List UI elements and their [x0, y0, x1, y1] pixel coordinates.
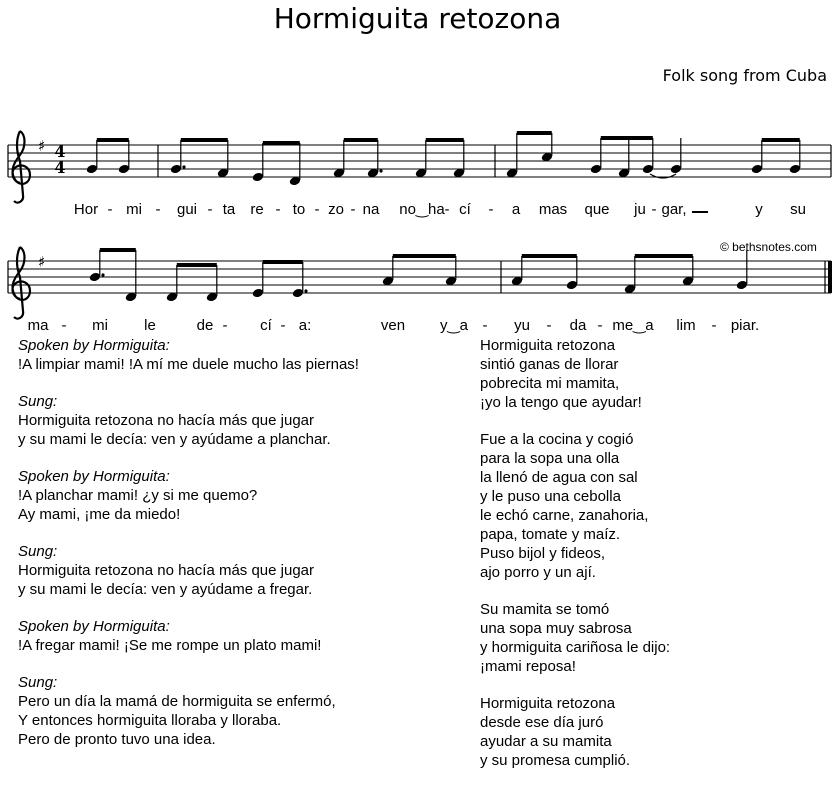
lyric-line: Pero de pronto tuvo una idea. — [18, 731, 216, 748]
stanza — [480, 600, 820, 676]
stanza — [18, 392, 458, 449]
lyric-line: pobrecita mi mamita, — [480, 375, 620, 392]
lyric-line2-syllable: mi — [92, 317, 108, 334]
lyric-line: una sopa muy sabrosa — [480, 620, 632, 637]
lyric-line: Hormiguita retozona no hacía más que jugar — [18, 562, 315, 579]
time-signature-top: 4 — [54, 142, 66, 161]
lyric-line1-syllable: ju — [634, 201, 646, 218]
lyric-line2-syllable: - — [711, 317, 717, 334]
lyric-line: Hormiguita retozona — [480, 695, 616, 712]
lyric-line1-syllable: y — [755, 201, 763, 218]
lyric-line: !A planchar mami! ¿y si me quemo? — [18, 487, 258, 504]
sheet-music — [0, 0, 835, 334]
lyric-line1-syllable: no‿ha — [399, 201, 445, 218]
lyric-line: sintió ganas de llorar — [480, 356, 619, 373]
time-signature — [54, 142, 65, 177]
stanza — [18, 336, 458, 374]
lyric-line: desde ese día juró — [480, 714, 604, 731]
lyric-line1-syllable: a — [511, 201, 521, 218]
lyric-line2-syllable: a: — [298, 317, 312, 334]
music-lyrics-line2 — [28, 317, 760, 334]
lyrics-left-column — [18, 336, 458, 767]
lyric-line: Ay mami, ¡me da miedo! — [18, 506, 181, 523]
lyric-line2-syllable: yu — [514, 317, 530, 334]
staff-2-notes — [89, 250, 749, 302]
lyric-line1-syllable: - — [207, 201, 213, 218]
lyric-line: le echó carne, zanahoria, — [480, 507, 649, 524]
stanza-label: Spoken by Hormiguita: — [18, 468, 170, 485]
copyright-notice: © bethsnotes.com — [720, 240, 817, 254]
staff-1-notes — [86, 133, 802, 186]
lyric-line: ¡mami reposa! — [480, 658, 576, 675]
key-sharp-icon: ♯ — [38, 253, 46, 271]
lyric-line1-syllable: - — [350, 201, 356, 218]
lyric-line: Hormiguita retozona — [480, 337, 616, 354]
lyric-line2-syllable: - — [546, 317, 552, 334]
stanza — [18, 673, 458, 749]
treble-clef-icon — [13, 247, 30, 319]
lyric-line1-syllable: mas — [538, 201, 568, 218]
lyric-line: Y entonces hormiguita lloraba y lloraba. — [18, 712, 282, 729]
lyric-line1-syllable: na — [362, 201, 380, 218]
lyric-line1-syllable: que — [584, 201, 610, 218]
lyric-line: Pero un día la mamá de hormiguita se enfermó, — [18, 693, 336, 710]
music-lyrics-line1 — [74, 201, 806, 218]
lyric-line2-syllable: le — [144, 317, 156, 334]
lyric-line1-syllable: - — [275, 201, 281, 218]
stanza-label: Sung: — [18, 543, 58, 560]
lyric-line1-syllable: re — [250, 201, 264, 218]
lyrics-right-column — [480, 336, 820, 788]
stanza — [480, 336, 820, 412]
lyric-line2-syllable: - — [597, 317, 603, 334]
time-signature-bottom: 4 — [54, 158, 66, 177]
lyric-line: y su promesa cumplió. — [480, 752, 631, 769]
lyric-line2-syllable: ven — [380, 317, 406, 334]
lyric-line: ajo porro y un ají. — [480, 564, 596, 581]
lyric-line: Hormiguita retozona no hacía más que jugar — [18, 412, 315, 429]
lyric-line: !A fregar mami! ¡Se me rompe un plato mami! — [18, 637, 322, 654]
staff-1 — [8, 131, 831, 203]
lyric-line2-syllable: - — [222, 317, 228, 334]
lyric-line: la llenó de agua con sal — [480, 469, 638, 486]
lyric-line1-syllable: - — [444, 201, 450, 218]
key-sharp-icon: ♯ — [38, 137, 46, 155]
song-origin: Folk song from Cuba — [662, 66, 827, 85]
lyric-line1-syllable: mi — [126, 201, 142, 218]
song-title: Hormiguita retozona — [273, 2, 562, 35]
lyric-line2-syllable: piar. — [730, 317, 760, 334]
lyric-line: y hormiguita cariñosa le dijo: — [480, 639, 671, 656]
lyric-line: Su mamita se tomó — [480, 601, 610, 618]
stanza — [18, 542, 458, 599]
lyric-line1-syllable: to — [292, 201, 306, 218]
lyric-line: Fue a la cocina y cogió — [480, 431, 634, 448]
stanza — [480, 430, 820, 582]
lyric-line1-syllable: - — [488, 201, 494, 218]
lyric-line: para la sopa una olla — [480, 450, 620, 467]
lyric-line2-syllable: da — [569, 317, 587, 334]
lyric-line1-syllable: - — [107, 201, 113, 218]
lyric-line2-syllable: ma — [27, 317, 49, 334]
lyric-line1-syllable: zo — [328, 201, 344, 218]
lyric-line1-syllable: ta — [222, 201, 236, 218]
lyric-line2-syllable: - — [61, 317, 67, 334]
lyric-line: y su mami le decía: ven y ayúdame a planchar. — [18, 431, 331, 448]
lyric-line: ¡yo la tengo que ayudar! — [480, 394, 642, 411]
lyric-line2-syllable: - — [482, 317, 488, 334]
lyric-line1-syllable: - — [314, 201, 320, 218]
stanza — [18, 467, 458, 524]
stanza — [18, 617, 458, 655]
lyric-line1-syllable: cí — [459, 201, 471, 218]
lyric-line1-syllable: Hor — [73, 201, 99, 218]
lyric-line2-syllable: lim — [676, 317, 696, 334]
lyric-line2-syllable: me‿a — [612, 317, 654, 334]
stanza-label: Sung: — [18, 393, 58, 410]
lyric-line1-syllable: - — [651, 201, 657, 218]
lyric-line: Puso bijol y fideos, — [480, 545, 606, 562]
treble-clef-icon — [13, 131, 30, 203]
lyric-line1-syllable: - — [155, 201, 161, 218]
lyric-line1-syllable: su — [790, 201, 806, 218]
lyric-line2-syllable: cí — [260, 317, 272, 334]
lyric-line: !A limpiar mami! !A mí me duele mucho las piernas! — [18, 356, 359, 373]
lyric-line: y su mami le decía: ven y ayúdame a fregar. — [18, 581, 313, 598]
lyric-line: papa, tomate y maíz. — [480, 526, 621, 543]
lyric-line1-syllable: gui — [176, 201, 198, 218]
stanza-label: Spoken by Hormiguita: — [18, 618, 170, 635]
lyric-line: ayudar a su mamita — [480, 733, 612, 750]
stanza — [480, 694, 820, 770]
stanza-label: Sung: — [18, 674, 58, 691]
lyric-line1-syllable: gar, — [661, 201, 687, 218]
stanza-label: Spoken by Hormiguita: — [18, 337, 170, 354]
lyric-line2-syllable: de — [196, 317, 214, 334]
lyric-line: y le puso una cebolla — [480, 488, 621, 505]
lyric-line2-syllable: y‿a — [440, 317, 468, 334]
lyric-line2-syllable: - — [280, 317, 286, 334]
